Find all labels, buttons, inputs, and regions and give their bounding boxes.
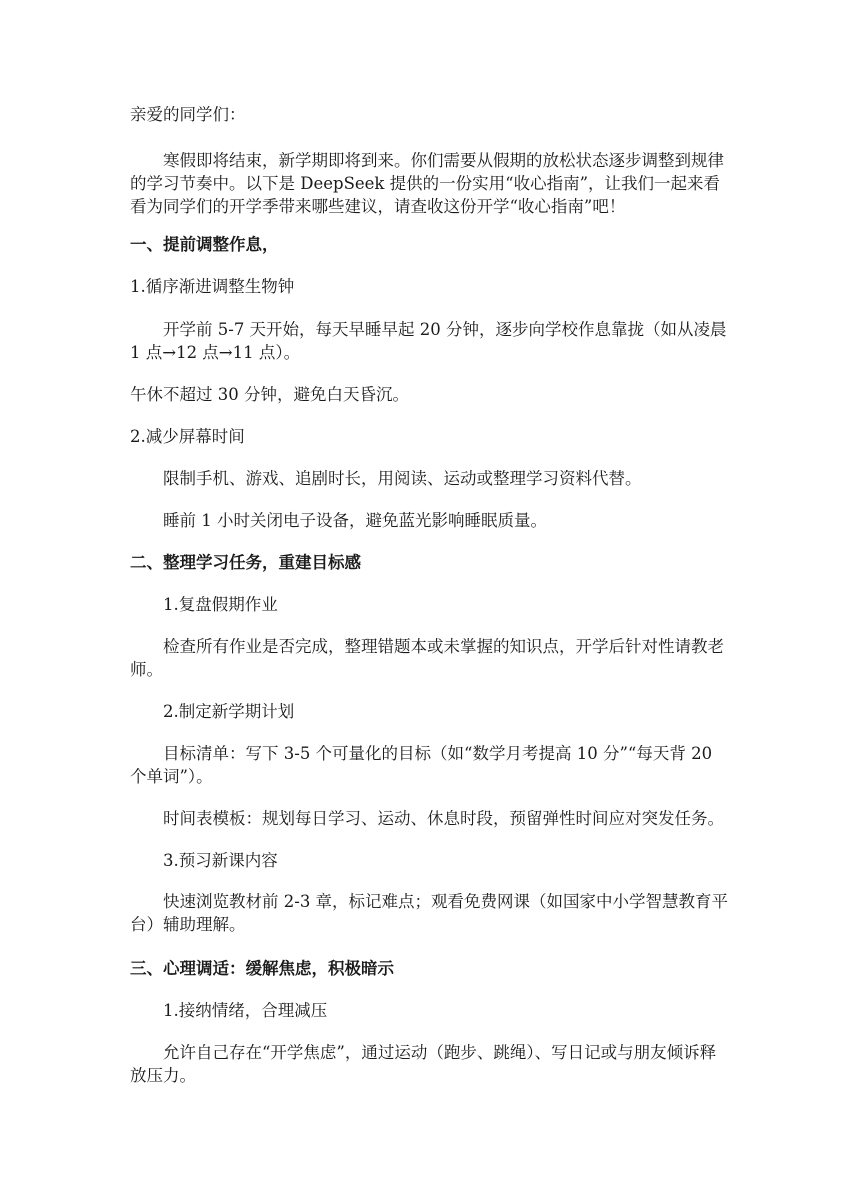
section-1-heading: 一、提前调整作息， xyxy=(130,235,279,254)
section-3-heading: 三、心理调适：缓解焦虑，积极暗示 xyxy=(130,959,394,978)
section-2-item-2-title: 2.制定新学期计划 xyxy=(163,702,295,721)
section-2-item-2-text: 目标清单：写下 3-5 个可量化的目标（如“数学月考提高 10 分”“每天背 20 个单词”）。 xyxy=(130,744,713,786)
intro-paragraph: 寒假即将结束，新学期即将到来。你们需要从假期的放松状态逐步调整到规律的学习节奏中。以下是 DeepSeek 提供的一份实用“收心指南”，让我们一起来看看为同学们的开学季带来哪些建议，请查收这份开学“收心指南”吧！ xyxy=(130,151,724,216)
section-2-item-1-text: 检查所有作业是否完成，整理错题本或未掌握的知识点，开学后针对性请教老师。 xyxy=(130,637,724,679)
section-2-item-3-title: 3.预习新课内容 xyxy=(163,851,278,870)
section-2-item-2-note: 时间表模板：规划每日学习、运动、休息时段，预留弹性时间应对突发任务。 xyxy=(163,809,724,828)
section-3-item-1-text: 允许自己存在“开学焦虑”，通过运动（跑步、跳绳）、写日记或与朋友倾诉释放压力。 xyxy=(130,1043,717,1085)
section-2-heading: 二、整理学习任务，重建目标感 xyxy=(130,553,361,572)
section-1-item-2-title: 2.减少屏幕时间 xyxy=(130,427,245,446)
section-3-item-1-title: 1.接纳情绪，合理减压 xyxy=(163,1001,328,1020)
section-1-item-1-note: 午休不超过 30 分钟，避免白天昏沉。 xyxy=(130,385,409,404)
greeting: 亲爱的同学们： xyxy=(130,105,246,124)
section-1-item-2-text: 限制手机、游戏、追剧时长，用阅读、运动或整理学习资料代替。 xyxy=(163,469,642,488)
section-1-item-1-text: 开学前 5-7 天开始，每天早睡早起 20 分钟，逐步向学校作息靠拢（如从凌晨 1 点→12 点→11 点）。 xyxy=(130,320,727,362)
section-1-item-2-note: 睡前 1 小时关闭电子设备，避免蓝光影响睡眠质量。 xyxy=(163,511,547,530)
section-1-item-1-title: 1.循序渐进调整生物钟 xyxy=(130,277,295,296)
section-2-item-3-text: 快速浏览教材前 2-3 章，标记难点；观看免费网课（如国家中小学智慧教育平台）辅助理解。 xyxy=(130,892,729,934)
section-2-item-1-title: 1.复盘假期作业 xyxy=(163,595,278,614)
